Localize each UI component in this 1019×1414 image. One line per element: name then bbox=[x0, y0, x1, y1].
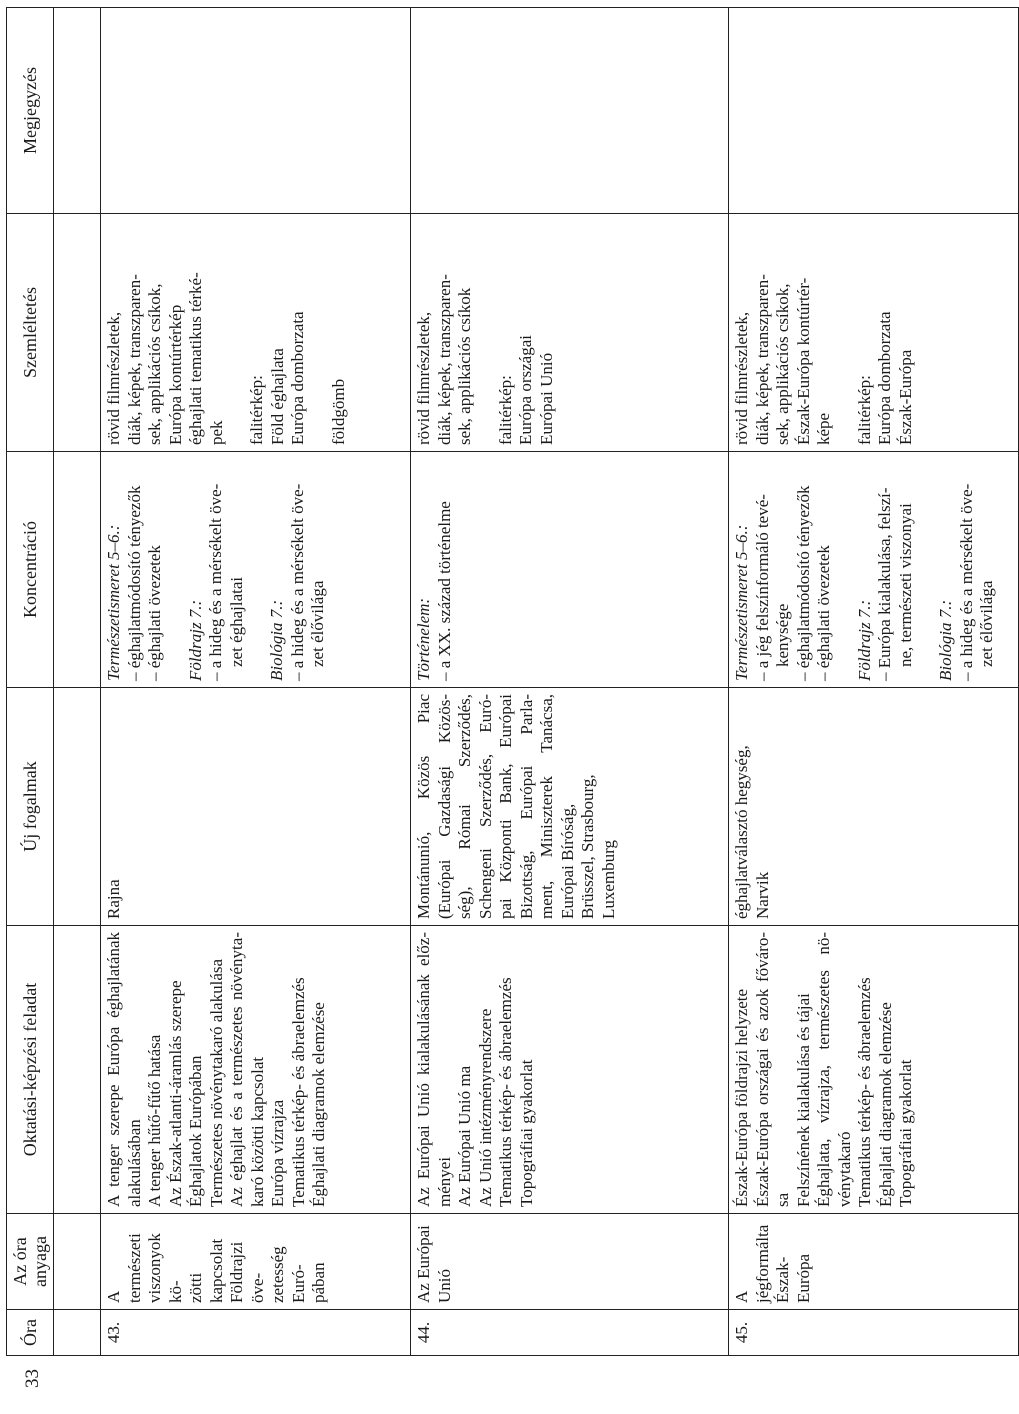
header-row bbox=[7, 8, 54, 1356]
szemleltetes-cell: rövid filmrészletek, diák, képek, transzparen- sek, applikációs csíkok, Európa kontúrtérkép éghajlati tematikus térké- pek falitérkép: Föld éghajlata Európa domborzata földgömb bbox=[101, 214, 411, 452]
header-szemleltetes: Szemléltetés bbox=[7, 214, 54, 452]
megjegyzes-cell bbox=[729, 8, 1019, 214]
page-number: 33 bbox=[22, 1369, 43, 1388]
table-row-44 bbox=[411, 8, 729, 1356]
anyag-cell: Az Európai Unió bbox=[411, 1214, 729, 1310]
ora-number: 44. bbox=[411, 1310, 729, 1356]
header-koncentracio: Koncentráció bbox=[7, 452, 54, 688]
header-fogalmak: Új fogalmak bbox=[7, 688, 54, 926]
koncentracio-cell: Természetismeret 5–6.: – a jég felszínformáló tevé- kenysége – éghajlatmódosító tényezők – éghajlati övezetek Földrajz 7.: – Európa kialakulása, felszí- ne, természeti viszonyai Biológia 7.: – a hideg és a mérsékelt öve- zet élővilága bbox=[729, 452, 1019, 688]
table-row-43 bbox=[101, 8, 411, 1356]
header-megjegyzes: Megjegyzés bbox=[7, 8, 54, 214]
anyag-cell: A természeti viszonyok kö- zötti kapcsolat Földrajzi öve- zetesség Euró- pában bbox=[101, 1214, 411, 1310]
feladat-cell: Észak-Európa földrajzi helyzete Észak-Európa országai és azok főváro- sa Felszínének kialakulása és tájai Éghajlata, vízrajza, természetes nö- vénytakaró Tematikus térkép- és ábraelemzés Éghajlati diagramok elemzése Topográfiai gyakorlat bbox=[729, 926, 1019, 1214]
header-anyag: Az óra anyaga bbox=[7, 1214, 54, 1310]
header-ora: Óra bbox=[7, 1310, 54, 1356]
megjegyzes-cell bbox=[411, 8, 729, 214]
szemleltetes-cell: rövid filmrészletek, diák, képek, transzparen- sek, applikációs csíkok, Észak-Európa kontúrtér- képe falitérkép: Európa domborzata Észak-Európa bbox=[729, 214, 1019, 452]
megjegyzes-cell bbox=[101, 8, 411, 214]
table-row-45 bbox=[729, 8, 1019, 1356]
fogalmak-cell: Rajna bbox=[101, 688, 411, 926]
ora-number: 43. bbox=[101, 1310, 411, 1356]
ora-number: 45. bbox=[729, 1310, 1019, 1356]
feladat-cell: Az Európai Unió kialakulásának előz- ményei Az Európai Unió ma Az Unió intézményrendszere Tematikus térkép- és ábraelemzés Topográfiai gyakorlat bbox=[411, 926, 729, 1214]
fogalmak-cell: éghajlatválasztó hegység, Narvik bbox=[729, 688, 1019, 926]
szemleltetes-cell: rövid filmrészletek, diák, képek, transzparen- sek, applikációs csíkok falitérkép: Európa országai Európai Unió bbox=[411, 214, 729, 452]
fogalmak-cell: Montánunió, Közös Piac (Európai Gazdasági Közös- ség), Római Szerződés, Schengeni Szerződés, Euró- pai Központi Bank, Európai Bizottság, Európai Parla- ment, Miniszterek Tanácsa, Európai Bíróság, Brüsszel, Strasbourg, Luxemburg bbox=[411, 688, 729, 926]
spacer-row bbox=[54, 8, 101, 1356]
koncentracio-cell: Természetismeret 5–6.: – éghajlatmódosító tényezők – éghajlati övezetek Földrajz 7.: – a hideg és a mérsékelt öve- zet éghajlatai Biológia 7.: – a hideg és a mérsékelt öve- zet élővilága bbox=[101, 452, 411, 688]
header-feladat: Oktatási-képzési feladat bbox=[7, 926, 54, 1214]
feladat-cell: A tenger szerepe Európa éghajlatának alakulásában A tenger hűtő-fűtő hatása Az Észak-atlanti-áramlás szerepe Éghajlatok Európában Természetes növénytakaró alakulása Az éghajlat és a természetes növényta- karó közötti kapcsolat Európa vízrajza Tematikus térkép- és ábraelemzés Éghajlati diagramok elemzése bbox=[101, 926, 411, 1214]
koncentracio-cell: Történelem: – a XX. század történelme bbox=[411, 452, 729, 688]
anyag-cell: A jégformálta Észak-Európa bbox=[729, 1214, 1019, 1310]
curriculum-table bbox=[6, 7, 1019, 1356]
